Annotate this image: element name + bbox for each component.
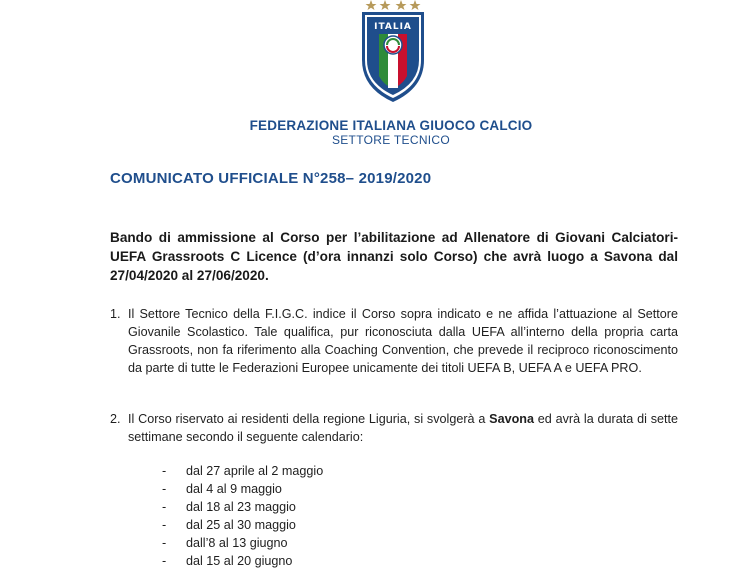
crest-label: ITALIA [374,22,412,32]
calendar-entry [162,462,323,480]
calendar-entry [162,498,323,516]
item-text [128,410,678,446]
city-name: Savona [489,412,534,426]
calendar-date: dal 15 al 20 giugno [186,554,293,568]
item-number: 2. [110,412,121,426]
org-name: FEDERAZIONE ITALIANA GIUOCO CALCIO [249,118,533,133]
calendar-list [162,462,323,570]
item-text-part: Il Corso riservato ai residenti della regione Liguria, si svolgerà a [128,412,490,426]
figc-crest-logo [358,0,428,104]
calendar-entry [162,480,323,498]
dash-bullet: - [162,464,167,478]
calendar-date: dall’8 al 13 giugno [186,536,288,550]
calendar-date: dal 4 al 9 maggio [186,482,282,496]
org-subtitle: SETTORE TECNICO [331,133,451,147]
dash-bullet: - [162,536,167,550]
bando-heading: Bando di ammissione al Corso per l’abilitazione ad Allenatore di Giovani Calciatori- UEFA Grassroots C Licence (d’ora innanzi solo Corso) che avrà luogo a Savona dal 27/04/2020 al 27/06/2020. [110,230,678,284]
item-text-part: ed avrà la durata di sette settimane secondo il seguente calendario: [128,412,678,444]
calendar-date: dal 27 aprile al 2 maggio [186,464,324,478]
calendar-entry [162,516,323,534]
calendar-date: dal 25 al 30 maggio [186,518,296,532]
item-text: Il Settore Tecnico della F.I.G.C. indice il Corso sopra indicato e ne affida l’attuazione al Settore Giovanile Scolastico. Tale qualifica, pur riconosciuta dalla UEFA all’interno della propria carta Grassroots, non fa riferimento alla Coaching Convention, che prevede il reciproco riconoscimento da parte di tutte le Federazioni Europee unicamente dei titoli UEFA B, UEFA A e UEFA PRO. [128,307,678,375]
comunicato-title: COMUNICATO UFFICIALE N°258– 2019/2020 [110,170,432,187]
item-number: 1. [110,307,121,321]
dash-bullet: - [162,500,167,514]
calendar-date: dal 18 al 23 maggio [186,500,296,514]
stars-icon [366,0,421,10]
dash-bullet: - [162,518,167,532]
calendar-entry [162,552,323,570]
dash-bullet: - [162,554,167,568]
dash-bullet: - [162,482,167,496]
calendar-entry [162,534,323,552]
